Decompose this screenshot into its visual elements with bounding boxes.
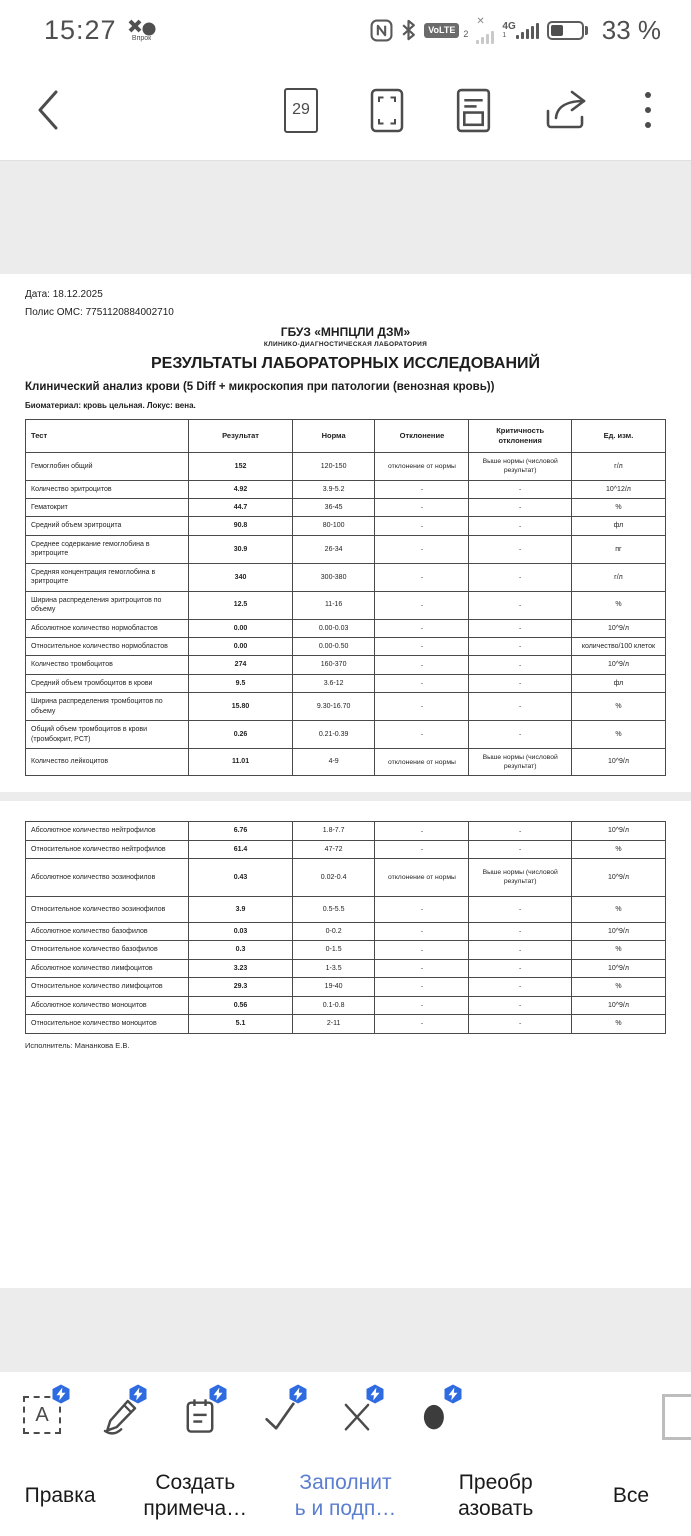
table-cell: 0.3 (189, 941, 293, 959)
table-cell: 0.02-0.4 (292, 859, 375, 896)
table-cell: - (375, 959, 469, 977)
table-cell: 0.00 (189, 619, 293, 637)
table-cell: 4-9 (292, 749, 375, 776)
table-cell: Относительное количество базофилов (26, 941, 189, 959)
table-cell: - (469, 721, 571, 749)
results-table-2 (25, 821, 666, 1033)
table-cell: 9.5 (189, 674, 293, 692)
table-cell: - (469, 480, 571, 498)
table-cell: 0-0.2 (292, 923, 375, 941)
table-row (26, 721, 666, 749)
table-cell: 80-100 (292, 517, 375, 535)
table-cell: % (571, 941, 665, 959)
table-cell: - (375, 619, 469, 637)
app-badge-label: Впрок (131, 34, 152, 42)
table-row (26, 840, 666, 858)
table-cell: % (571, 499, 665, 517)
results-table-1 (25, 419, 666, 776)
table-cell: 6.76 (189, 822, 293, 840)
table-cell: - (469, 941, 571, 959)
table-cell: - (469, 822, 571, 840)
executor-line: Исполнитель: Мананкова Е.В. (25, 1040, 130, 1050)
table-header-row (26, 420, 666, 453)
table-cell: фл (571, 674, 665, 692)
check-tool[interactable] (258, 1388, 304, 1440)
bluetooth-icon (401, 18, 416, 42)
volte-sim-number: 2 (463, 29, 469, 39)
table-cell: 10^9/л (571, 959, 665, 977)
document-title: РЕЗУЛЬТАТЫ ЛАБОРАТОРНЫХ ИССЛЕДОВАНИЙ (150, 355, 540, 372)
ai-lightning-badge (365, 1384, 385, 1404)
table-cell: % (571, 721, 665, 749)
table-cell: Выше нормы (числовой результат) (469, 749, 571, 776)
table-cell: 0.00 (189, 637, 293, 655)
tab-all[interactable]: Все (612, 1483, 649, 1507)
ellipse-tool[interactable] (413, 1388, 459, 1440)
table-cell: - (375, 591, 469, 619)
table-cell: Средний объем тромбоцитов в крови (26, 674, 189, 692)
table-cell: - (469, 693, 571, 721)
table-cell: Относительное количество нормобластов (26, 637, 189, 655)
table-row (26, 896, 666, 922)
table-cell: 1.8-7.7 (292, 822, 375, 840)
bottom-tab-bar (0, 1455, 691, 1536)
table-cell: Гемоглобин общий (26, 453, 189, 480)
table-cell: 10^9/л (571, 923, 665, 941)
table-cell: г/л (571, 563, 665, 591)
table-cell: 300-380 (292, 563, 375, 591)
table-cell: 61.4 (189, 840, 293, 858)
app-notification-badge (127, 19, 157, 42)
page-number-label: 29 (292, 101, 310, 118)
table-cell: Среднее содержание гемоглобина в эритроците (26, 535, 189, 563)
table-row (26, 480, 666, 498)
oms-policy-line: Полис ОМС: 7751120884002710 (25, 307, 174, 318)
fit-screen-button[interactable] (370, 88, 404, 133)
signature-tool[interactable] (98, 1388, 144, 1440)
table-cell: 26-34 (292, 535, 375, 563)
table-cell: - (375, 693, 469, 721)
table-row (26, 859, 666, 896)
table-cell: - (375, 656, 469, 674)
table-row (26, 637, 666, 655)
table-row (26, 749, 666, 776)
cross-tool[interactable] (335, 1388, 381, 1440)
table-cell: г/л (571, 453, 665, 480)
ai-lightning-badge (128, 1384, 148, 1404)
tab-edit[interactable]: Правка (24, 1483, 96, 1507)
table-cell: Количество эритроцитов (26, 480, 189, 498)
table-cell: Относительное количество лимфоцитов (26, 978, 189, 996)
table-cell: % (571, 896, 665, 922)
table-cell: - (375, 517, 469, 535)
table-row (26, 619, 666, 637)
nfc-icon (370, 19, 393, 42)
table-cell: количество/100 клеток (571, 637, 665, 655)
table-cell: 30.9 (189, 535, 293, 563)
ai-lightning-badge (443, 1384, 463, 1404)
table-cell: - (469, 619, 571, 637)
table-cell: 0.5-5.5 (292, 896, 375, 922)
table-cell: 3.6-12 (292, 674, 375, 692)
table-cell: - (375, 941, 469, 959)
vprok-logo-icon (127, 19, 157, 36)
table-cell: 10^9/л (571, 996, 665, 1014)
clock: 15:27 (44, 14, 117, 45)
table-row (26, 923, 666, 941)
table-cell: - (375, 480, 469, 498)
note-tool[interactable] (178, 1388, 224, 1440)
ai-lightning-badge (208, 1384, 228, 1404)
table-row (26, 941, 666, 959)
table-cell: пг (571, 535, 665, 563)
battery-percent: 33 % (601, 14, 661, 45)
table-cell: Количество тромбоцитов (26, 656, 189, 674)
table-row (26, 822, 666, 840)
table-cell: 44.7 (189, 499, 293, 517)
organization-name: ГБУЗ «МНПЦЛИ ДЗМ» (280, 325, 411, 339)
reader-mode-button[interactable] (456, 88, 491, 133)
share-button[interactable] (543, 89, 589, 131)
table-row (26, 693, 666, 721)
table-cell: Абсолютное количество базофилов (26, 923, 189, 941)
table-cell: 3.9 (189, 896, 293, 922)
table-row (26, 674, 666, 692)
table-row (26, 517, 666, 535)
table-cell: 10^9/л (571, 822, 665, 840)
table-cell: 152 (189, 453, 293, 480)
table-cell: - (375, 674, 469, 692)
table-cell: 36-45 (292, 499, 375, 517)
table-cell: - (375, 996, 469, 1014)
table-row (26, 499, 666, 517)
column-header: Критичность отклонения (469, 420, 571, 453)
table-cell: 0.00-0.03 (292, 619, 375, 637)
table-cell: Средний объем эритроцита (26, 517, 189, 535)
table-cell: % (571, 978, 665, 996)
volte-badge: VoLTE (424, 23, 459, 38)
page-number-button[interactable] (284, 88, 318, 133)
table-row (26, 453, 666, 480)
column-header: Норма (292, 420, 375, 453)
table-cell: - (469, 656, 571, 674)
table-cell: 90.8 (189, 517, 293, 535)
table-cell: 15.80 (189, 693, 293, 721)
table-cell: - (469, 840, 571, 858)
table-cell: 340 (189, 563, 293, 591)
status-bar (0, 0, 691, 60)
table-cell: 0.56 (189, 996, 293, 1014)
table-cell: - (375, 499, 469, 517)
table-cell: - (469, 959, 571, 977)
document-viewer[interactable] (0, 160, 691, 1372)
table-cell: 29.3 (189, 978, 293, 996)
sim1-no-signal-icon: ✕ (476, 17, 494, 44)
table-cell: 10^12/л (571, 480, 665, 498)
table-cell: - (375, 896, 469, 922)
table-row (26, 591, 666, 619)
table-cell: - (375, 563, 469, 591)
biomaterial-line: Биоматериал: кровь цельная. Локус: вена. (25, 401, 196, 410)
table-cell: Ширина распределения тромбоцитов по объему (26, 693, 189, 721)
ai-lightning-badge (51, 1384, 71, 1404)
table-cell: % (571, 840, 665, 858)
column-header: Ед. изм. (571, 420, 665, 453)
table-cell: % (571, 693, 665, 721)
table-cell: 0.26 (189, 721, 293, 749)
table-cell: - (375, 637, 469, 655)
table-row (26, 535, 666, 563)
table-cell: 5.1 (189, 1015, 293, 1033)
table-cell: - (469, 978, 571, 996)
ai-lightning-badge (288, 1384, 308, 1404)
table-row (26, 959, 666, 977)
table-cell: 0.1-0.8 (292, 996, 375, 1014)
table-cell: - (469, 563, 571, 591)
table-cell: Средняя концентрация гемоглобина в эритроците (26, 563, 189, 591)
table-cell: Абсолютное количество нейтрофилов (26, 822, 189, 840)
table-cell: 4.92 (189, 480, 293, 498)
back-button[interactable] (36, 88, 76, 132)
table-cell: 0.21-0.39 (292, 721, 375, 749)
table-cell: 2-11 (292, 1015, 375, 1033)
table-cell: Относительное количество эозинофилов (26, 896, 189, 922)
column-header: Результат (189, 420, 293, 453)
table-cell: - (375, 978, 469, 996)
table-cell: - (469, 499, 571, 517)
more-menu-button[interactable] (641, 88, 655, 132)
table-cell: 11.01 (189, 749, 293, 776)
table-cell: - (469, 996, 571, 1014)
table-cell: 10^9/л (571, 619, 665, 637)
table-cell: 47-72 (292, 840, 375, 858)
date-line: Дата: 18.12.2025 (25, 289, 103, 300)
table-cell: - (469, 535, 571, 563)
table-cell: 3.9-5.2 (292, 480, 375, 498)
tab-convert[interactable]: Преобр азовать (458, 1470, 534, 1520)
table-cell: 12.5 (189, 591, 293, 619)
table-cell: - (375, 923, 469, 941)
table-cell: Абсолютное количество нормобластов (26, 619, 189, 637)
document-page-1 (0, 274, 691, 792)
table-cell: Гематокрит (26, 499, 189, 517)
table-cell: 10^9/л (571, 749, 665, 776)
table-cell: - (469, 637, 571, 655)
battery-icon (547, 21, 588, 40)
table-cell: Ширина распределения эритроцитов по объему (26, 591, 189, 619)
table-row (26, 656, 666, 674)
table-cell: Выше нормы (числовой результат) (469, 859, 571, 896)
table-cell: отклонение от нормы (375, 859, 469, 896)
table-cell: 0.00-0.50 (292, 637, 375, 655)
table-cell: Абсолютное количество лимфоцитов (26, 959, 189, 977)
top-toolbar (0, 60, 691, 160)
table-cell: - (375, 1015, 469, 1033)
document-page-2 (0, 801, 691, 1288)
table-cell: - (469, 896, 571, 922)
table-cell: 274 (189, 656, 293, 674)
table-cell: фл (571, 517, 665, 535)
table-cell: - (375, 840, 469, 858)
text-select-tool[interactable] (21, 1388, 67, 1440)
table-cell: - (375, 535, 469, 563)
table-cell: Количество лейкоцитов (26, 749, 189, 776)
table-cell: 9.30-16.70 (292, 693, 375, 721)
analysis-name: Клинический анализ крови (5 Diff + микроскопия при патологии (венозная кровь)) (25, 381, 495, 393)
table-cell: отклонение от нормы (375, 453, 469, 480)
table-cell: - (375, 721, 469, 749)
tab-create-annotation[interactable]: Создать примеча… (143, 1470, 248, 1520)
table-cell: - (469, 591, 571, 619)
tab-fill-and-sign[interactable]: Заполнит ь и подп… (294, 1470, 397, 1520)
table-cell: Абсолютное количество моноцитов (26, 996, 189, 1014)
organization-subtitle: КЛИНИКО-ДИАГНОСТИЧЕСКАЯ ЛАБОРАТОРИЯ (263, 341, 428, 348)
table-cell: 160-370 (292, 656, 375, 674)
table-cell: 1-3.5 (292, 959, 375, 977)
table-cell: 19-40 (292, 978, 375, 996)
table-cell: 3.23 (189, 959, 293, 977)
column-header: Тест (26, 420, 189, 453)
table-cell: % (571, 591, 665, 619)
table-cell: 10^9/л (571, 859, 665, 896)
table-cell: - (375, 822, 469, 840)
annotation-tools-bar (0, 1372, 691, 1455)
table-cell: - (469, 674, 571, 692)
text-select-icon: A (23, 1396, 61, 1434)
table-cell: 0-1.5 (292, 941, 375, 959)
partial-stamp-tool[interactable] (662, 1394, 691, 1440)
table-cell: Относительное количество моноцитов (26, 1015, 189, 1033)
table-cell: отклонение от нормы (375, 749, 469, 776)
table-cell: - (469, 1015, 571, 1033)
table-cell: Относительное количество нейтрофилов (26, 840, 189, 858)
table-cell: Выше нормы (числовой результат) (469, 453, 571, 480)
table-row (26, 978, 666, 996)
sim2-4g-signal-icon: 4G 1 (502, 22, 538, 39)
table-cell: Абсолютное количество эозинофилов (26, 859, 189, 896)
column-header: Отклонение (375, 420, 469, 453)
table-cell: 120-150 (292, 453, 375, 480)
back-icon (36, 89, 60, 131)
table-row (26, 563, 666, 591)
table-cell: - (469, 923, 571, 941)
table-cell: % (571, 1015, 665, 1033)
table-cell: 0.43 (189, 859, 293, 896)
table-cell: - (469, 517, 571, 535)
table-row (26, 1015, 666, 1033)
table-row (26, 996, 666, 1014)
table-cell: 0.03 (189, 923, 293, 941)
table-cell: 11-16 (292, 591, 375, 619)
table-cell: 10^9/л (571, 656, 665, 674)
table-cell: Общий объем тромбоцитов в крови (тромбокрит, PCT) (26, 721, 189, 749)
